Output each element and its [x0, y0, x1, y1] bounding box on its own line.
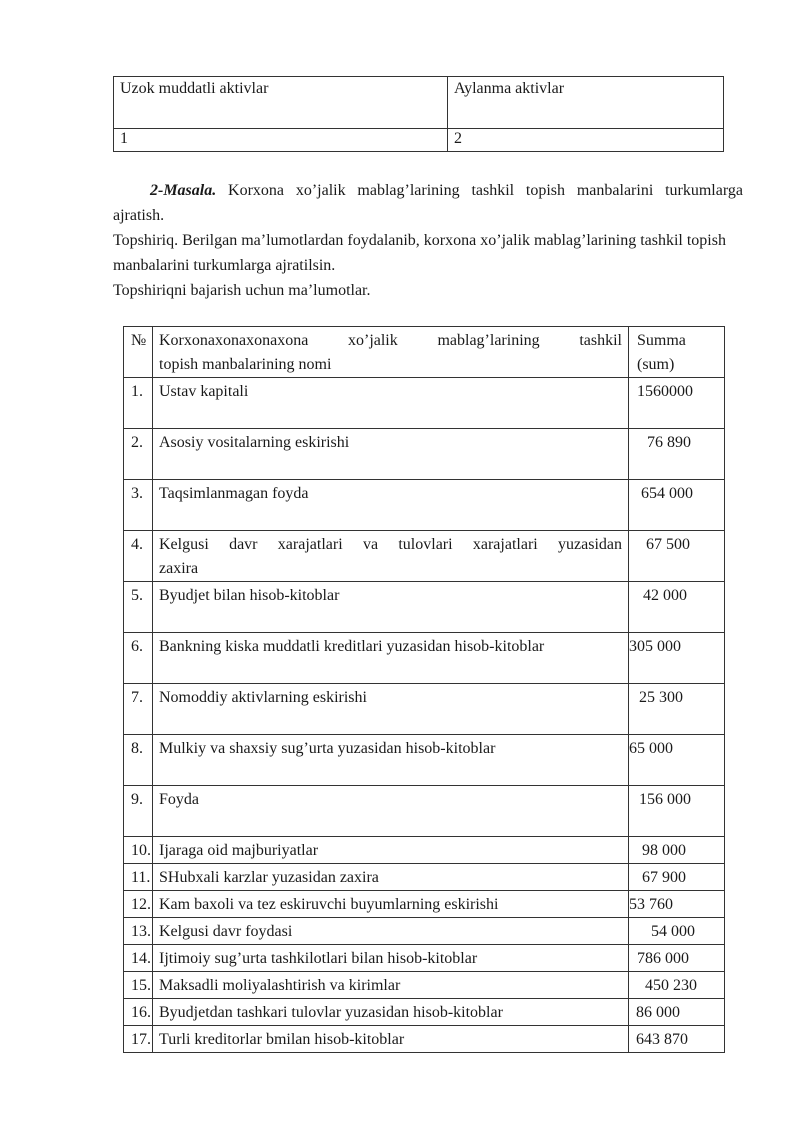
row-number: 8. — [124, 735, 153, 786]
row-number: 12. — [124, 891, 153, 918]
row-sum: 786 000 — [629, 945, 725, 972]
row-sum: 25 300 — [629, 684, 725, 735]
table-row — [124, 837, 725, 864]
row-number: 15. — [124, 972, 153, 999]
row-sum: 42 000 — [629, 582, 725, 633]
row-number: 4. — [124, 531, 153, 582]
assets-header-current: Aylanma aktivlar — [448, 77, 724, 129]
col-header-name — [153, 327, 629, 378]
row-name: Bankning kiska muddatli kreditlari yuzasidan hisob-kitoblar — [153, 633, 629, 684]
row-name: Taqsimlanmagan foyda — [153, 480, 629, 531]
row-sum: 643 870 — [629, 1026, 725, 1053]
table-row — [124, 735, 725, 786]
row-name: Kam baxoli va tez eskiruvchi buyumlarning eskirishi — [153, 891, 629, 918]
row-name: Ijaraga oid majburiyatlar — [153, 837, 629, 864]
table-row — [124, 786, 725, 837]
table-row — [124, 582, 725, 633]
row-sum: 156 000 — [629, 786, 725, 837]
col-header-name-line2: topish manbalarining nomi — [159, 356, 332, 373]
row-sum: 53 760 — [629, 891, 725, 918]
row-name: Maksadli moliyalashtirish va kirimlar — [153, 972, 629, 999]
assets-col-number-2: 2 — [448, 129, 724, 152]
row-number: 17. — [124, 1026, 153, 1053]
task-title-text: Korxona xo’jalik mablag’larining tashkil topish manbalarini turkumlarga ajratish. — [113, 182, 743, 224]
row-name: Ijtimoiy sug’urta tashkilotlari bilan hisob-kitoblar — [153, 945, 629, 972]
task-data-intro: Topshiriqni bajarish uchun ma’lumotlar. — [113, 282, 371, 299]
col-header-name-line1: Korxonaxonaxonaxona xo’jalik mablag’larining tashkil — [159, 332, 622, 349]
row-sum: 67 500 — [629, 531, 725, 582]
row-number: 10. — [124, 837, 153, 864]
row-number: 1. — [124, 378, 153, 429]
row-name — [153, 531, 629, 582]
row-name: Byudjet bilan hisob-kitoblar — [153, 582, 629, 633]
row-sum: 54 000 — [629, 918, 725, 945]
assets-header-longterm: Uzok muddatli aktivlar — [114, 77, 448, 129]
row-name: Asosiy vositalarning eskirishi — [153, 429, 629, 480]
row-name: SHubxali karzlar yuzasidan zaxira — [153, 864, 629, 891]
row-number: 16. — [124, 999, 153, 1026]
row-sum: 67 900 — [629, 864, 725, 891]
row-name: Nomoddiy aktivlarning eskirishi — [153, 684, 629, 735]
table-row — [124, 945, 725, 972]
table-row — [124, 684, 725, 735]
col-header-sum-line1: Summa — [637, 332, 686, 349]
table-row — [124, 972, 725, 999]
assets-col-number-1: 1 — [114, 129, 448, 152]
col-header-sum — [629, 327, 725, 378]
row-sum: 305 000 — [629, 633, 725, 684]
row-number: 14. — [124, 945, 153, 972]
table-row — [124, 531, 725, 582]
row-name-line1: Kelgusi davr xarajatlari va tulovlari xarajatlari yuzasidan — [159, 536, 622, 553]
task-assignment: Topshiriq. Berilgan ma’lumotlardan foydalanib, korxona xo’jalik mablag’larining tashkil topish manbalarini turkumlarga ajratilsin. — [113, 232, 726, 274]
row-sum: 654 000 — [629, 480, 725, 531]
row-number: 6. — [124, 633, 153, 684]
row-name: Turli kreditorlar bmilan hisob-kitoblar — [153, 1026, 629, 1053]
row-name: Kelgusi davr foydasi — [153, 918, 629, 945]
row-number: 13. — [124, 918, 153, 945]
table-header-row — [124, 327, 725, 378]
row-sum: 65 000 — [629, 735, 725, 786]
table-row — [124, 429, 725, 480]
table-row — [124, 633, 725, 684]
row-sum: 86 000 — [629, 999, 725, 1026]
row-name-line2: zaxira — [159, 560, 199, 577]
row-sum: 76 890 — [629, 429, 725, 480]
row-number: 5. — [124, 582, 153, 633]
task-title — [113, 178, 743, 228]
table-row — [124, 378, 725, 429]
row-number: 11. — [124, 864, 153, 891]
assets-table — [113, 76, 724, 152]
task-title-label: 2-Masala. — [150, 182, 217, 199]
row-name: Ustav kapitali — [153, 378, 629, 429]
table-row — [124, 864, 725, 891]
row-number: 7. — [124, 684, 153, 735]
table-row — [124, 999, 725, 1026]
task-section — [113, 178, 743, 303]
table-row — [124, 918, 725, 945]
table-row — [124, 480, 725, 531]
assets-table-number-row — [114, 129, 724, 152]
row-name: Foyda — [153, 786, 629, 837]
row-name: Byudjetdan tashkari tulovlar yuzasidan hisob-kitoblar — [153, 999, 629, 1026]
row-sum: 98 000 — [629, 837, 725, 864]
funding-sources-table — [123, 326, 725, 1053]
table-row — [124, 891, 725, 918]
assets-table-header-row — [114, 77, 724, 129]
col-header-number: № — [124, 327, 153, 378]
row-sum: 450 230 — [629, 972, 725, 999]
col-header-sum-line2: (sum) — [637, 356, 675, 373]
row-number: 2. — [124, 429, 153, 480]
row-sum: 1560000 — [629, 378, 725, 429]
row-number: 3. — [124, 480, 153, 531]
row-number: 9. — [124, 786, 153, 837]
row-name: Mulkiy va shaxsiy sug’urta yuzasidan hisob-kitoblar — [153, 735, 629, 786]
table-row — [124, 1026, 725, 1053]
